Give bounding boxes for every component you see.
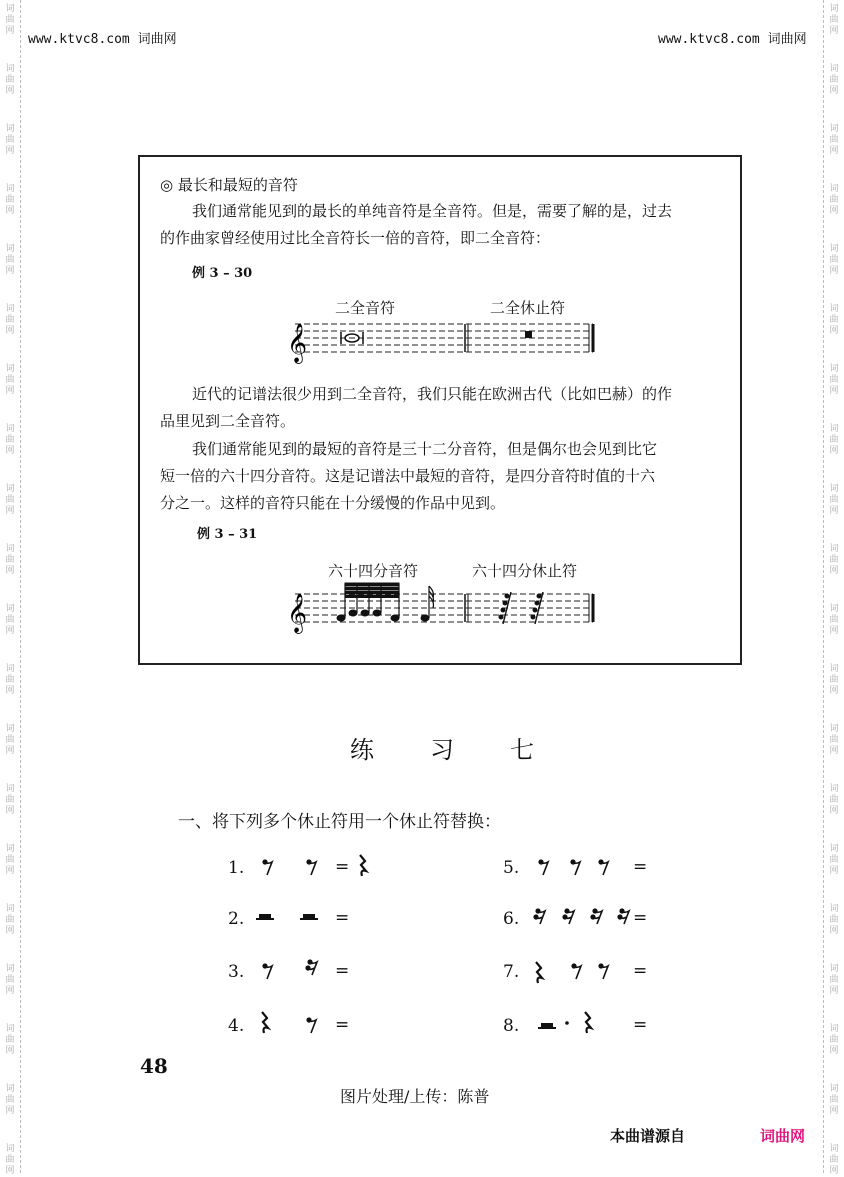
half-rest-icon: [256, 914, 274, 920]
side-watermark-text: 词 曲 网: [829, 244, 839, 276]
side-watermark-text: 词 曲 网: [829, 724, 839, 756]
side-watermark-text: 词 曲 网: [829, 904, 839, 936]
side-watermark-text: 词 曲 网: [5, 604, 15, 636]
item-number: 4.: [228, 1016, 245, 1036]
quarter-rest-icon: [536, 962, 542, 983]
side-watermark-text: 词 曲 网: [5, 544, 15, 576]
side-watermark-text: 词 曲 网: [5, 1024, 15, 1056]
side-watermark-text: 词 曲 网: [829, 124, 839, 156]
side-watermark-text: 词 曲 网: [829, 1084, 839, 1116]
side-watermark-text: 词 曲 网: [5, 364, 15, 396]
quarter-rest-icon: [360, 855, 366, 876]
source-label: 本曲谱源自: [610, 1127, 686, 1145]
side-watermark-text: 词 曲 网: [5, 1144, 15, 1176]
side-watermark-text: 词 曲 网: [829, 1144, 839, 1176]
quarter-rest-icon: [262, 1012, 268, 1033]
item-number: 6.: [503, 909, 520, 929]
caption-breve: 二全音符: [335, 299, 396, 317]
paragraph-line: 我们通常能见到的最长的单纯音符是全音符。但是，需要了解的是，过去: [192, 202, 673, 220]
side-watermark-text: 词 曲 网: [5, 844, 15, 876]
side-watermark-text: 词 曲 网: [5, 484, 15, 516]
equals-sign: =: [335, 857, 350, 877]
eighth-rest-icon: [571, 963, 581, 979]
exercise-instruction: 一、将下列多个休止符用一个休止符替换：: [178, 812, 501, 832]
equals-sign: =: [633, 1015, 648, 1035]
paragraph-line: 分之一。这样的音符只能在十分缓慢的作品中见到。: [160, 494, 506, 512]
page-number: 48: [140, 1054, 168, 1078]
treble-clef-icon: 𝄞: [287, 593, 308, 633]
paragraph-line: 近代的记谱法很少用到二全音符，我们只能在欧洲古代（比如巴赫）的作: [192, 385, 673, 403]
side-watermark-text: 词 曲 网: [829, 664, 839, 696]
side-watermark-text: 词 曲 网: [829, 544, 839, 576]
side-watermark-text: 词 曲 网: [5, 4, 15, 36]
watermark-name: 词曲网: [137, 32, 177, 47]
watermark-site: www.ktvc8.com: [658, 32, 760, 47]
sixteenth-rest-icon: [305, 959, 317, 975]
eighth-rest-icon: [306, 859, 316, 875]
side-watermark-text: 词 曲 网: [5, 1084, 15, 1116]
caption-64th-rest: 六十四分休止符: [472, 562, 578, 580]
eighth-rest-icon: [262, 859, 272, 875]
item-number: 3.: [228, 962, 245, 982]
side-watermark-text: 词 曲 网: [829, 844, 839, 876]
eighth-rest-icon: [306, 1017, 316, 1033]
sixteenth-rest-icon: [617, 908, 629, 924]
example-label: 例 3 – 30: [192, 266, 253, 281]
upload-credit: 图片处理/上传：陈普: [340, 1087, 490, 1106]
half-rest-icon: [538, 1023, 556, 1029]
example-label: 例 3 – 31: [197, 527, 258, 542]
side-watermark-text: 词 曲 网: [5, 424, 15, 456]
sixteenth-rest-icon: [590, 908, 602, 924]
box-title: ◎ 最长和最短的音符: [160, 176, 298, 194]
side-watermark-text: 词 曲 网: [829, 304, 839, 336]
paragraph-line: 短一倍的六十四分音符。这是记谱法中最短的音符，是四分音符时值的十六: [160, 467, 656, 485]
watermark-name: 词曲网: [767, 32, 807, 47]
exercise-title-char: 习: [430, 736, 454, 764]
side-watermark-text: 词 曲 网: [829, 1024, 839, 1056]
paragraph-line: 的作曲家曾经使用过比全音符长一倍的音符，即二全音符：: [160, 229, 551, 247]
side-watermark-text: 词 曲 网: [829, 184, 839, 216]
equals-sign: =: [335, 1015, 350, 1035]
side-watermark-text: 词 曲 网: [5, 964, 15, 996]
item-number: 2.: [228, 909, 245, 929]
quarter-rest-icon: [585, 1012, 591, 1033]
side-watermark-text: 词 曲 网: [829, 604, 839, 636]
sixteenth-rest-icon: [562, 908, 574, 924]
paragraph-line: 我们通常能见到的最短的音符是三十二分音符，但是偶尔也会见到比它: [192, 440, 658, 458]
watermark-site: www.ktvc8.com: [28, 32, 130, 47]
eighth-rest-icon: [598, 859, 608, 875]
caption-breve-rest: 二全休止符: [490, 299, 566, 317]
caption-64th-note: 六十四分音符: [328, 562, 419, 580]
side-watermark-text: 词 曲 网: [829, 784, 839, 816]
side-watermark-text: 词 曲 网: [829, 424, 839, 456]
eighth-rest-icon: [538, 859, 548, 875]
equals-sign: =: [633, 961, 648, 981]
side-watermark-text: 词 曲 网: [829, 4, 839, 36]
exercise-title-char: 练: [350, 736, 374, 764]
eighth-rest-icon: [262, 963, 272, 979]
side-watermark-text: 词 曲 网: [5, 184, 15, 216]
side-watermark-text: 词 曲 网: [5, 664, 15, 696]
eighth-rest-icon: [570, 859, 580, 875]
side-watermark-text: 词 曲 网: [829, 964, 839, 996]
side-watermark-text: 词 曲 网: [5, 64, 15, 96]
item-number: 8.: [503, 1016, 520, 1036]
side-watermark-text: 词 曲 网: [5, 784, 15, 816]
equals-sign: =: [633, 908, 648, 928]
equals-sign: =: [633, 857, 648, 877]
equals-sign: =: [335, 908, 350, 928]
treble-clef-icon: 𝄞: [287, 323, 308, 363]
side-watermark-text: 词 曲 网: [5, 124, 15, 156]
equals-sign: =: [335, 961, 350, 981]
exercise-title-char: 七: [510, 736, 534, 764]
side-watermark-text: 词 曲 网: [5, 904, 15, 936]
side-watermark-text: 词 曲 网: [5, 304, 15, 336]
half-rest-icon: [300, 914, 318, 920]
eighth-rest-icon: [598, 963, 608, 979]
dot-icon: [565, 1021, 569, 1025]
item-number: 5.: [503, 858, 520, 878]
item-number: 7.: [503, 962, 520, 982]
sixteenth-rest-icon: [533, 908, 545, 924]
source-site-logo: 词曲网: [760, 1127, 806, 1145]
side-watermark-text: 词 曲 网: [829, 64, 839, 96]
side-watermark-text: 词 曲 网: [5, 724, 15, 756]
side-watermark-text: 词 曲 网: [5, 244, 15, 276]
paragraph-line: 品里见到二全音符。: [160, 412, 296, 430]
item-number: 1.: [228, 858, 245, 878]
side-watermark-text: 词 曲 网: [829, 364, 839, 396]
side-watermark-text: 词 曲 网: [829, 484, 839, 516]
